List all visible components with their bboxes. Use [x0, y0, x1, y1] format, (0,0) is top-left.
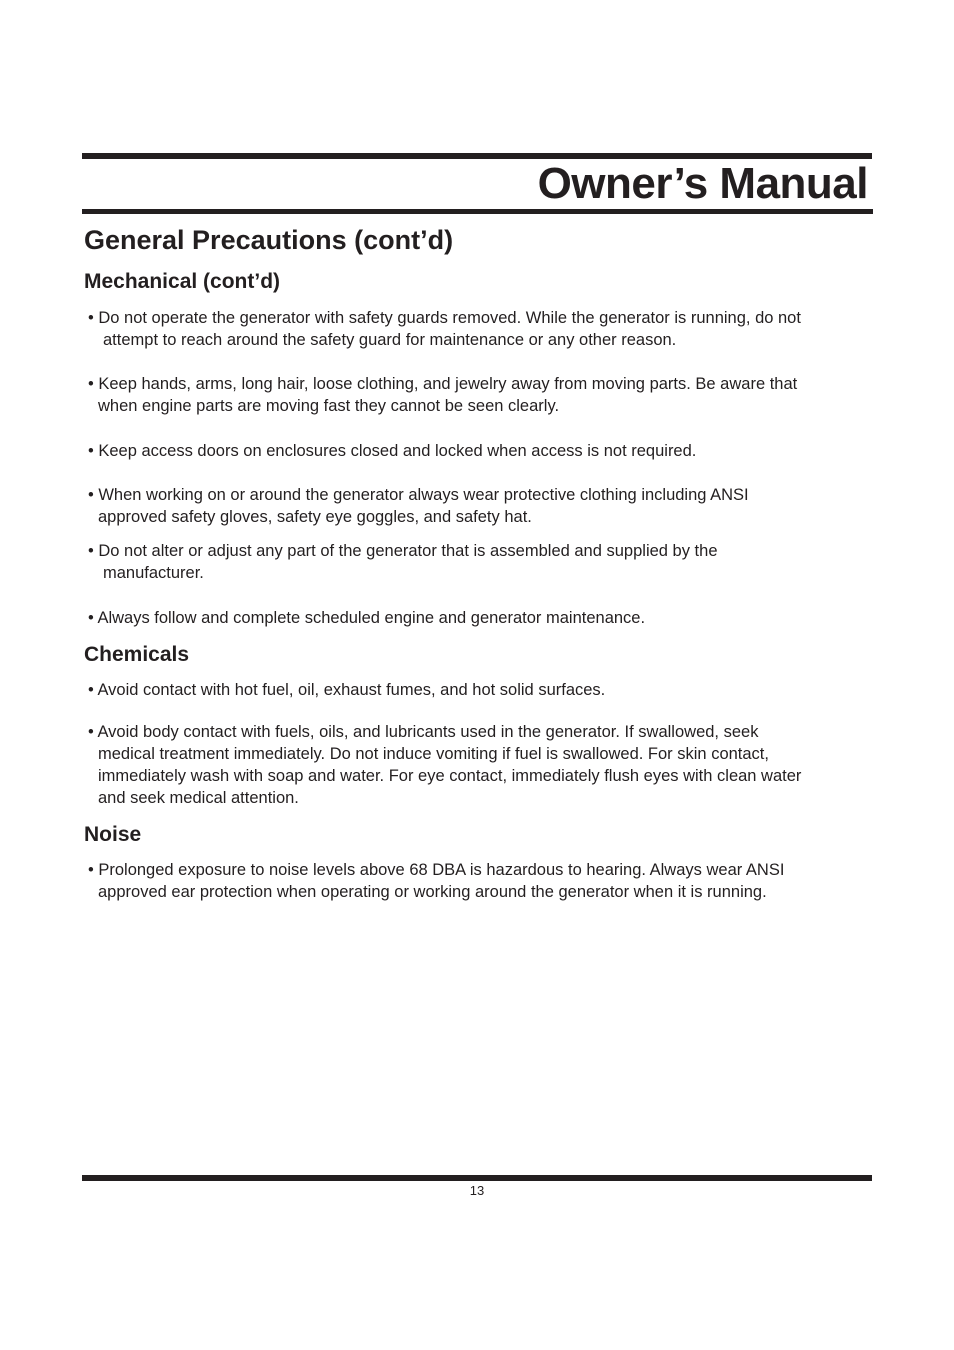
- bullet-line: • Prolonged exposure to noise levels above 68 DBA is hazardous to hearing. Always wear ANSI: [88, 861, 785, 879]
- page-number: 13: [469, 1183, 485, 1198]
- mechanical-item-protective-clothing: [88, 484, 888, 528]
- section-title: General Precautions (cont’d): [84, 225, 454, 255]
- bullet-line: • Avoid contact with hot fuel, oil, exhaust fumes, and hot solid surfaces.: [88, 681, 606, 699]
- mechanical-item-moving-parts: [88, 373, 888, 417]
- bullet-line: when engine parts are moving fast they cannot be seen clearly.: [98, 397, 560, 415]
- bullet-line: • Do not alter or adjust any part of the generator that is assembled and supplied by the: [88, 542, 718, 560]
- chemicals-heading: Chemicals: [84, 643, 190, 666]
- bullet-line: • When working on or around the generator always wear protective clothing including ANSI: [88, 486, 749, 504]
- bullet-line: attempt to reach around the safety guard for maintenance or any other reason.: [103, 331, 677, 349]
- chemicals-item-hot-surfaces: [88, 679, 888, 701]
- bullet-line: and seek medical attention.: [98, 789, 299, 807]
- bullet-line: • Always follow and complete scheduled engine and generator maintenance.: [88, 609, 646, 627]
- noise-item-exposure: [88, 859, 888, 903]
- bullet-line: manufacturer.: [103, 564, 204, 582]
- manual-title: Owner’s Manual: [537, 159, 868, 208]
- header-bottom-rule: [82, 209, 873, 214]
- bullet-line: • Do not operate the generator with safety guards removed. While the generator is running, do not: [88, 309, 801, 327]
- mechanical-item-access-doors: [88, 440, 888, 462]
- mechanical-item-do-not-alter: [88, 540, 888, 584]
- bullet-line: • Keep access doors on enclosures closed and locked when access is not required.: [88, 442, 697, 460]
- mechanical-heading: Mechanical (cont’d): [84, 270, 281, 293]
- bullet-line: approved ear protection when operating or working around the generator when it is running.: [98, 883, 767, 901]
- noise-heading: Noise: [84, 823, 142, 846]
- bullet-line: approved safety gloves, safety eye goggles, and safety hat.: [98, 508, 532, 526]
- chemicals-item-body-contact: [88, 721, 888, 809]
- bullet-line: immediately wash with soap and water. For eye contact, immediately flush eyes with clean water: [98, 767, 802, 785]
- bullet-line: • Avoid body contact with fuels, oils, and lubricants used in the generator. If swallowed, seek: [88, 723, 759, 741]
- mechanical-item-maintenance: [88, 607, 888, 629]
- footer-rule: [82, 1175, 872, 1181]
- bullet-line: • Keep hands, arms, long hair, loose clothing, and jewelry away from moving parts. Be aware that: [88, 375, 798, 393]
- mechanical-item-safety-guards: [88, 307, 888, 351]
- bullet-line: medical treatment immediately. Do not induce vomiting if fuel is swallowed. For skin contact,: [98, 745, 769, 763]
